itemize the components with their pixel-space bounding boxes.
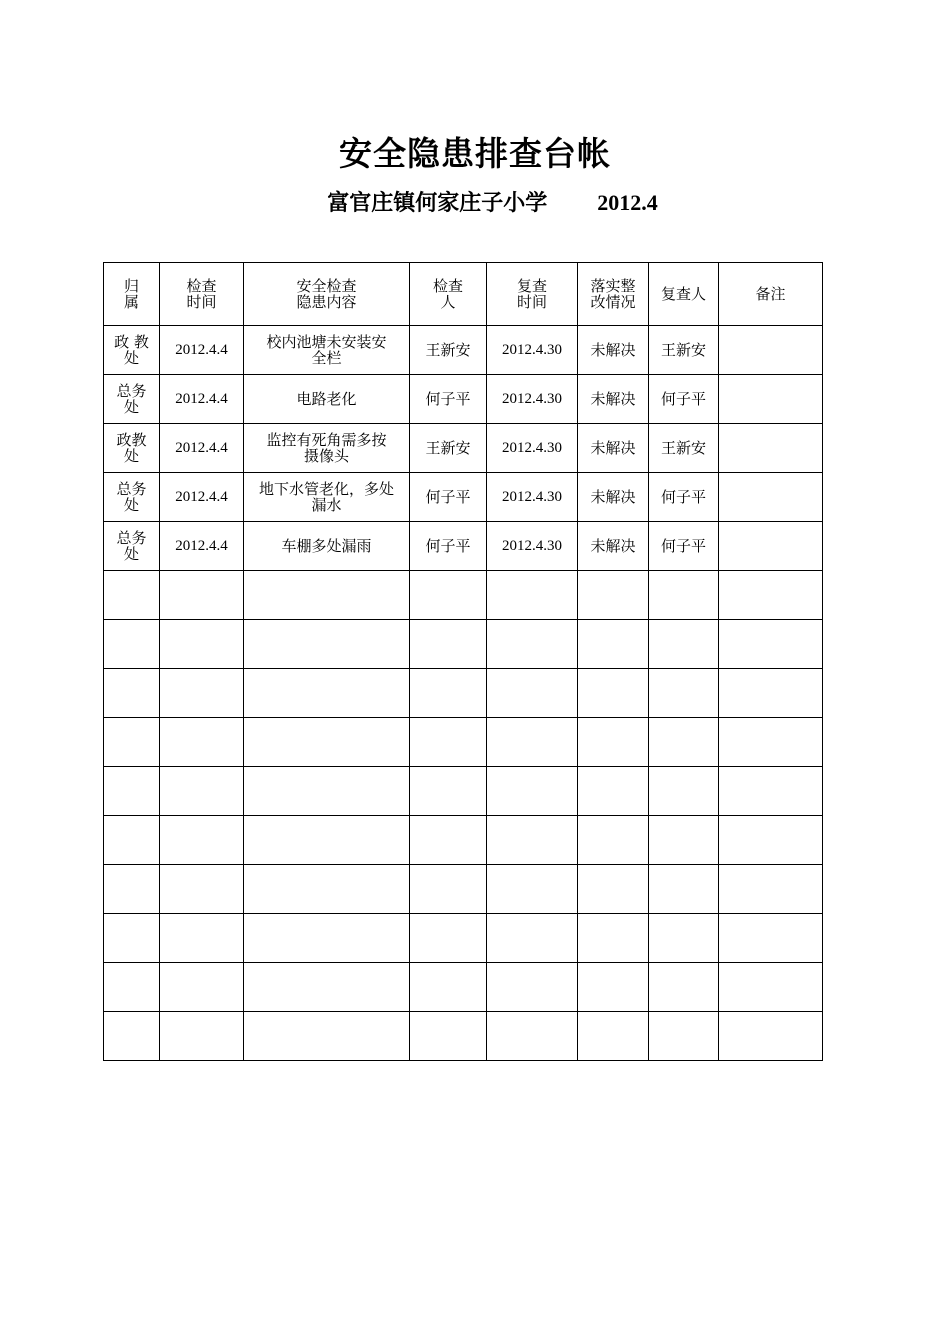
- empty-cell: [104, 963, 160, 1012]
- cell-recheck-time: 2012.4.30: [487, 375, 578, 424]
- empty-cell: [244, 767, 410, 816]
- cell-rechecker: 何子平: [649, 375, 719, 424]
- empty-cell: [578, 669, 649, 718]
- cell-check-time: 2012.4.4: [160, 375, 244, 424]
- cell-recheck-time: 2012.4.30: [487, 326, 578, 375]
- empty-cell: [487, 669, 578, 718]
- empty-cell: [244, 718, 410, 767]
- empty-table-row: [104, 914, 823, 963]
- empty-cell: [719, 767, 823, 816]
- empty-cell: [410, 669, 487, 718]
- empty-cell: [244, 1012, 410, 1061]
- empty-cell: [160, 571, 244, 620]
- empty-table-row: [104, 1012, 823, 1061]
- table-row: [104, 473, 823, 522]
- empty-cell: [719, 816, 823, 865]
- empty-cell: [649, 718, 719, 767]
- empty-cell: [104, 620, 160, 669]
- cell-rectification: 未解决: [578, 326, 649, 375]
- header-department: 归 属: [104, 263, 160, 326]
- empty-cell: [487, 718, 578, 767]
- cell-rechecker: 何子平: [649, 473, 719, 522]
- empty-cell: [578, 571, 649, 620]
- empty-cell: [244, 865, 410, 914]
- empty-cell: [649, 669, 719, 718]
- table-row: [104, 522, 823, 571]
- empty-cell: [104, 1012, 160, 1061]
- hazard-ledger-table: [103, 262, 823, 1061]
- empty-cell: [719, 571, 823, 620]
- page-title: 安全隐患排查台帐: [339, 134, 611, 173]
- empty-cell: [649, 816, 719, 865]
- empty-cell: [244, 571, 410, 620]
- empty-cell: [104, 914, 160, 963]
- empty-cell: [487, 865, 578, 914]
- report-date: 2012.4: [597, 190, 658, 215]
- empty-rows: [104, 571, 823, 1061]
- empty-cell: [487, 816, 578, 865]
- empty-cell: [578, 620, 649, 669]
- empty-cell: [649, 571, 719, 620]
- empty-cell: [578, 865, 649, 914]
- cell-department: 政 教 处: [104, 326, 160, 375]
- empty-cell: [410, 914, 487, 963]
- cell-check-time: 2012.4.4: [160, 326, 244, 375]
- empty-cell: [160, 865, 244, 914]
- empty-cell: [104, 865, 160, 914]
- cell-inspector: 何子平: [410, 522, 487, 571]
- cell-department: 政教 处: [104, 424, 160, 473]
- cell-rectification: 未解决: [578, 473, 649, 522]
- table-row: [104, 424, 823, 473]
- empty-table-row: [104, 571, 823, 620]
- empty-cell: [410, 620, 487, 669]
- cell-inspector: 王新安: [410, 326, 487, 375]
- cell-rectification: 未解决: [578, 375, 649, 424]
- empty-cell: [160, 1012, 244, 1061]
- empty-cell: [410, 1012, 487, 1061]
- empty-cell: [410, 571, 487, 620]
- empty-cell: [244, 816, 410, 865]
- empty-table-row: [104, 767, 823, 816]
- cell-hazard-content: 校内池塘未安装安 全栏: [244, 326, 410, 375]
- empty-cell: [719, 865, 823, 914]
- cell-recheck-time: 2012.4.30: [487, 473, 578, 522]
- cell-check-time: 2012.4.4: [160, 424, 244, 473]
- empty-cell: [410, 816, 487, 865]
- empty-table-row: [104, 669, 823, 718]
- cell-remarks: [719, 326, 823, 375]
- empty-table-row: [104, 963, 823, 1012]
- cell-department: 总务 处: [104, 375, 160, 424]
- cell-department: 总务 处: [104, 473, 160, 522]
- header-check-time: 检查 时间: [160, 263, 244, 326]
- empty-cell: [104, 718, 160, 767]
- empty-cell: [104, 816, 160, 865]
- cell-inspector: 王新安: [410, 424, 487, 473]
- header-rectification: 落实整 改情况: [578, 263, 649, 326]
- table-row: [104, 326, 823, 375]
- empty-cell: [487, 963, 578, 1012]
- empty-cell: [649, 963, 719, 1012]
- header-recheck-time: 复查 时间: [487, 263, 578, 326]
- page-subtitle: [0, 186, 950, 217]
- empty-cell: [487, 767, 578, 816]
- cell-inspector: 何子平: [410, 375, 487, 424]
- empty-cell: [160, 963, 244, 1012]
- empty-table-row: [104, 718, 823, 767]
- empty-cell: [487, 914, 578, 963]
- cell-rechecker: 王新安: [649, 326, 719, 375]
- empty-table-row: [104, 865, 823, 914]
- empty-cell: [719, 620, 823, 669]
- empty-cell: [578, 718, 649, 767]
- cell-inspector: 何子平: [410, 473, 487, 522]
- cell-rectification: 未解决: [578, 522, 649, 571]
- empty-cell: [160, 718, 244, 767]
- empty-cell: [244, 914, 410, 963]
- empty-cell: [410, 963, 487, 1012]
- cell-hazard-content: 监控有死角需多按 摄像头: [244, 424, 410, 473]
- cell-remarks: [719, 522, 823, 571]
- empty-cell: [719, 914, 823, 963]
- cell-check-time: 2012.4.4: [160, 522, 244, 571]
- cell-rectification: 未解决: [578, 424, 649, 473]
- empty-cell: [244, 620, 410, 669]
- empty-cell: [578, 816, 649, 865]
- school-name: 富官庄镇何家庄子小学: [327, 190, 548, 216]
- empty-cell: [160, 816, 244, 865]
- empty-cell: [649, 865, 719, 914]
- empty-cell: [244, 963, 410, 1012]
- empty-cell: [578, 914, 649, 963]
- cell-check-time: 2012.4.4: [160, 473, 244, 522]
- empty-cell: [649, 1012, 719, 1061]
- cell-department: 总务 处: [104, 522, 160, 571]
- cell-rechecker: 何子平: [649, 522, 719, 571]
- cell-recheck-time: 2012.4.30: [487, 522, 578, 571]
- empty-cell: [719, 669, 823, 718]
- header-row: [104, 263, 823, 326]
- table-row: [104, 375, 823, 424]
- empty-cell: [104, 571, 160, 620]
- cell-hazard-content: 电路老化: [244, 375, 410, 424]
- empty-cell: [160, 914, 244, 963]
- empty-cell: [578, 767, 649, 816]
- empty-cell: [410, 767, 487, 816]
- empty-cell: [160, 620, 244, 669]
- empty-cell: [487, 620, 578, 669]
- empty-cell: [410, 718, 487, 767]
- cell-remarks: [719, 375, 823, 424]
- header-remarks: 备注: [719, 263, 823, 326]
- empty-cell: [104, 767, 160, 816]
- empty-cell: [578, 963, 649, 1012]
- cell-remarks: [719, 473, 823, 522]
- header-hazard-content: 安全检查 隐患内容: [244, 263, 410, 326]
- empty-cell: [487, 1012, 578, 1061]
- empty-cell: [649, 620, 719, 669]
- empty-cell: [160, 767, 244, 816]
- empty-cell: [410, 865, 487, 914]
- empty-cell: [719, 718, 823, 767]
- header-rechecker: 复查人: [649, 263, 719, 326]
- empty-cell: [719, 963, 823, 1012]
- cell-hazard-content: 地下水管老化，多处 漏水: [244, 473, 410, 522]
- empty-cell: [104, 669, 160, 718]
- cell-rechecker: 王新安: [649, 424, 719, 473]
- empty-table-row: [104, 816, 823, 865]
- empty-cell: [649, 914, 719, 963]
- header-inspector: 检查 人: [410, 263, 487, 326]
- empty-table-row: [104, 620, 823, 669]
- cell-hazard-content: 车棚多处漏雨: [244, 522, 410, 571]
- empty-cell: [160, 669, 244, 718]
- cell-recheck-time: 2012.4.30: [487, 424, 578, 473]
- empty-cell: [649, 767, 719, 816]
- empty-cell: [487, 571, 578, 620]
- empty-cell: [578, 1012, 649, 1061]
- empty-cell: [244, 669, 410, 718]
- cell-remarks: [719, 424, 823, 473]
- empty-cell: [719, 1012, 823, 1061]
